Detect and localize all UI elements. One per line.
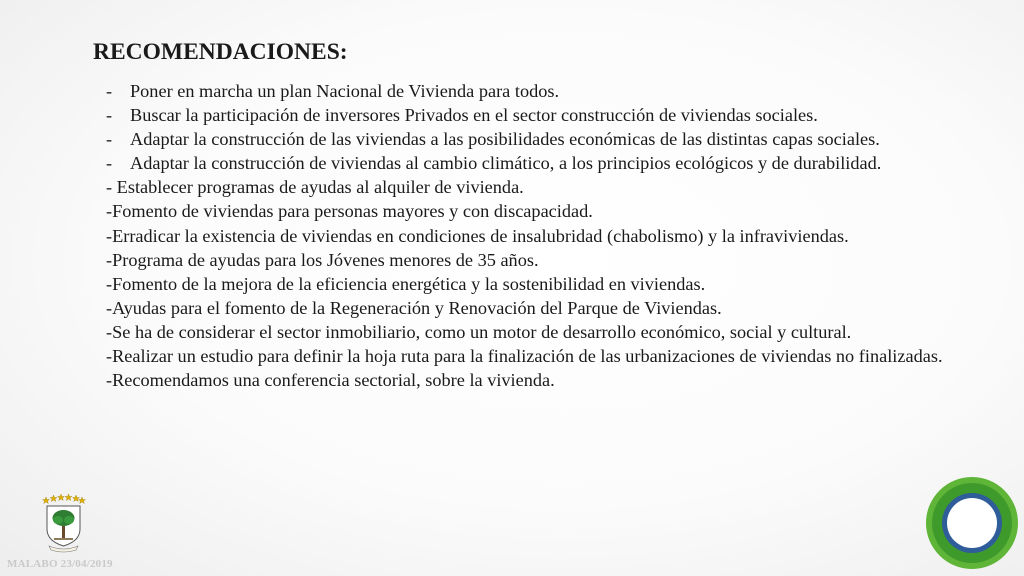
recommendation-item: -Programa de ayudas para los Jóvenes menores de 35 años. — [106, 249, 539, 270]
recommendations-list — [106, 79, 981, 392]
dash-marker: - — [106, 105, 113, 126]
recommendation-text: Adaptar la construcción de viviendas al cambio climático, a los principios ecológicos y de durabilidad. — [130, 153, 882, 174]
recommendation-text: Poner en marcha un plan Nacional de Vivienda para todos. — [130, 81, 560, 101]
recommendation-text: Adaptar la construcción de las viviendas a las posibilidades económicas de las distintas capas sociales. — [130, 129, 880, 150]
dash-marker: - — [106, 153, 113, 174]
recommendation-item: -Recomendamos una conferencia sectorial, sobre la vivienda. — [106, 370, 555, 391]
slide-title: RECOMENDACIONES: — [93, 39, 348, 65]
recommendation-item — [106, 151, 981, 175]
recommendation-item: - Establecer programas de ayudas al alquiler de vivienda. — [106, 177, 524, 198]
recommendation-item: -Erradicar la existencia de viviendas en condiciones de insalubridad (chabolismo) y la infraviviendas. — [106, 225, 849, 246]
ring-icon — [925, 476, 1019, 570]
recommendation-item: -Realizar un estudio para definir la hoja ruta para la finalización de las urbanizaciones de viviendas no finalizadas. — [106, 346, 943, 367]
footer-date: MALABO 23/04/2019 — [7, 558, 113, 570]
recommendation-item: -Fomento de la mejora de la eficiencia energética y la sostenibilidad en viviendas. — [106, 273, 706, 294]
recommendation-item — [106, 103, 981, 127]
recommendation-item — [106, 127, 981, 151]
recommendation-item — [106, 79, 981, 103]
dash-marker: - — [106, 129, 113, 150]
dash-marker: - — [106, 81, 113, 101]
coat-of-arms-icon — [40, 493, 87, 553]
recommendation-item: -Se ha de considerar el sector inmobiliario, como un motor de desarrollo económico, social y cultural. — [106, 321, 852, 342]
recommendation-item: -Fomento de viviendas para personas mayores y con discapacidad. — [106, 201, 593, 222]
recommendation-text: Buscar la participación de inversores Privados en el sector construcción de viviendas sociales. — [130, 105, 818, 126]
recommendation-item: -Ayudas para el fomento de la Regeneración y Renovación del Parque de Viviendas. — [106, 297, 722, 318]
